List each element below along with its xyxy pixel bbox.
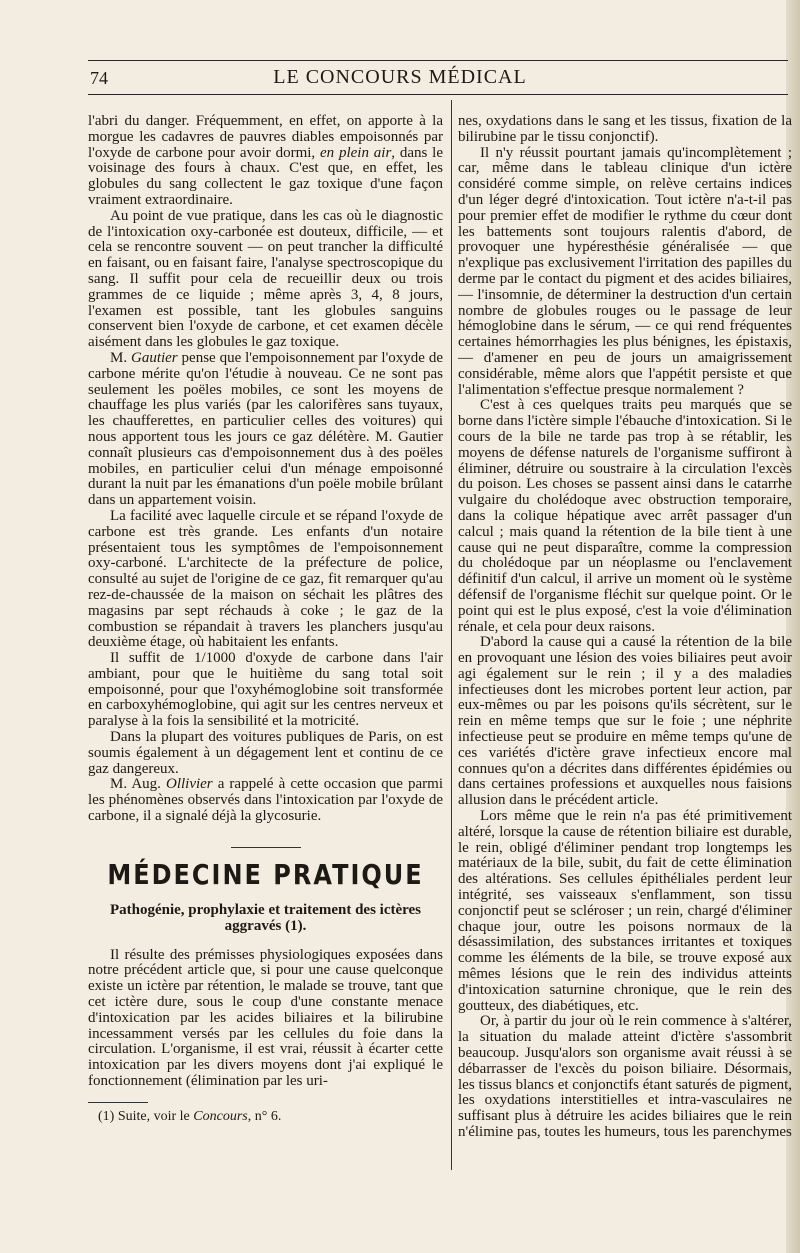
paragraph: D'abord la cause qui a causé la rétention de la bile en provoquant une lésion des voies biliaires peut avoir agi également sur le rein ; il y a des maladies infectieuses dont les microbes portent leur action, par eux-mêmes ou par les poisons qu'ils sécrètent, sur le rein en même temps que sur le foie ; une néphrite infectieuse peut se produire en même temps qu'une de ces variétés d'ictère grave infectieux encore mal connues qu'on a décrites dans différentes épidémies ou dans certaines professions et auxquelles nous faisions allusion dans le précédent article. (458, 634, 792, 809)
section-title: MÉDECINE PRATIQUE (107, 858, 424, 891)
paragraph: Dans la plupart des voitures publiques de Paris, on est soumis également à un dégagement lent et continu de ce gaz dangereux. (88, 729, 443, 777)
paragraph: M. Aug. Ollivier a rappelé à cette occasion que parmi les phénomènes observés dans l'intoxication par l'oxyde de carbone, il a signalé déjà la glycosurie. (88, 776, 443, 825)
paragraph: Au point de vue pratique, dans les cas où le diagnostic de l'intoxication oxy-carbonée est douteux, difficile, — et cela se rencontre souvent — on peut trancher la difficulté en faisant, ou en faisant faire, l'analyse spectroscopique du sang. Il suffit pour cela de recueillir deux ou trois grammes de ce liquide ; même après 3, 4, 8 jours, l'examen est possible, tant les globules sanguins conservent bien l'oxyde de carbone, et cet examen décèle aisément dans les globules le gaz toxique. (88, 207, 443, 351)
left-column (88, 114, 443, 1125)
footnote: (1) Suite, voir le Concours, n° 6. (98, 1108, 282, 1124)
paragraph: Il résulte des prémisses physiologiques exposées dans notre précédent article que, si pour une cause quelconque existe un ictère par rétention, le malade se trouve, tant que cet ictère dure, sous le coup d'une constante menace d'intoxication par les acides biliaires et la bilirubine incessamment versés par les cellules du foie dans la circulation. L'organisme, il est vrai, réussit à écarter cette intoxication par les divers moyens dont j'ai expliqué le fonctionnement (élimination par les uri- (88, 946, 443, 1090)
paragraph: M. Gautier pense que l'empoisonnement par l'oxyde de carbone mérite qu'on l'étudie à nouveau. Ce ne sont pas seulement les poëles mobiles, ce sont les moyens de chauffage les plus variés (par les calorifères sans tuyaux, les chaufferettes, en particulier celles des voitures) qui nous apportent tous les jours ce gaz délétère. M. Gautier connaît plusieurs cas d'empoisonnement dus à des poëles mobiles, en particulier celui d'un ménage empoisonné durant la nuit par les émanations d'un poële mobile brûlant dans un appartement voisin. (88, 349, 443, 509)
running-title: LE CONCOURS MÉDICAL (273, 66, 527, 88)
page-number: 74 (90, 68, 108, 88)
column-divider (451, 100, 452, 1170)
article-subtitle: Pathogénie, prophylaxie et traitement des ictères aggravés (1). (109, 901, 422, 934)
paragraph: nes, oxydations dans le sang et les tissus, fixation de la bilirubine par le tissu conjonctif). (458, 113, 792, 145)
paragraph: Il n'y réussit pourtant jamais qu'incomplètement ; car, même dans le tableau clinique d'un ictère considéré comme simple, on relève certains indices d'un léger degré d'intoxication. Tout ictère n'a-t-il pas pour premier effet de modifier le rythme du cœur dont les battements sont toujours ralentis d'abord, de provoquer une hypéresthésie généralisée — que n'explique pas exclusivement l'irritation des papilles du derme par le contact du pigment et des acides biliaires, — l'insomnie, de déterminer la destruction d'un certain nombre de globules rouges ou le passage de leur hémoglobine dans le sérum, — ce qui rend fréquentes certaines hémorrhagies les plus bénignes, les épistaxis, — d'amener en peu de jours un amaigrissement considérable, même alors que l'appétit persiste et que l'alimentation s'effectue presque normalement ? (458, 144, 792, 398)
paragraph: C'est à ces quelques traits peu marqués que se borne dans l'ictère simple l'ébauche d'intoxication. Si le cours de la bile ne tarde pas trop à se rétablir, les moyens de défense naturels de l'organisme suffiront à éliminer, détruire ou soustraire à la circulation l'excès du poison. Les choses se passent ainsi dans le catarrhe vulgaire du cholédoque avec obstruction temporaire, dans la colique hépatique avec arrêt passager d'un calcul ; mais quand la rétention de la bile tient à une cause qui ne peut disparaître, comme la compression du cholédoque par un néoplasme ou l'enclavement définitif d'un calcul, il arrive un moment où le système défensif de l'organisme fléchit sur quelque point. Or le point qui est le plus exposé, c'est la voie d'élimination rénale, et cela pour deux raisons. (458, 397, 792, 635)
paragraph: l'abri du danger. Fréquemment, en effet, on apporte à la morgue les cadavres de pauvres diables empoisonnés par l'oxyde de carbone pour avoir dormi, en plein air, dans le voisinage des fours à chaux. C'est que, en effet, les globules du sang collectent le gaz toxique d'une façon vraiment extraordinaire. (88, 113, 443, 208)
top-rule (88, 60, 788, 61)
paragraph: Lors même que le rein n'a pas été primitivement altéré, lorsque la cause de rétention biliaire est durable, le rein, obligé d'éliminer pendant trop longtemps les matériaux de la bile, subit, du fait de cette élimination des altérations. Ses cellules épithéliales perdent leur intégrité, ses vaisseaux s'enflamment, son tissu conjonctif peut se scléroser ; un rein, chargé d'éliminer chaque jour, outre les poisons normaux de la désassimilation, des substances irritantes et toxiques comme les éléments de la bile, se trouve exposé aux mêmes lésions que le rein des individus atteints d'intoxication saturnine chronique, que le rein des goutteux, des diabétiques, etc. (458, 808, 792, 1014)
right-column (458, 114, 792, 1141)
section-separator (231, 847, 301, 848)
header-rule (88, 94, 788, 95)
paragraph: Or, à partir du jour où le rein commence à s'altérer, la situation du malade atteint d'ictère s'assombrit beaucoup. Jusqu'alors son organisme avait réussi à se débarrasser de l'excès du poison biliaire. Désormais, les tissus blancs et conjonctifs étant saturés de pigment, les oxydations interstitielles et intra-vasculaires ne suffisant plus à détruire les acides biliaires que le rein n'élimine pas, toutes les humeurs, tous les parenchymes (458, 1013, 792, 1140)
paragraph: La facilité avec laquelle circule et se répand l'oxyde de carbone est très grande. Les enfants d'un notaire présentaient tous les symptômes de l'empoisonnement oxy-carboné. L'architecte de la préfecture de police, consulté au sujet de l'origine de ce gaz, fit remarquer qu'au rez-de-chaussée de la maison on séchait les plâtres des magasins par sept réchauds à coke ; le gaz de la combustion se répandait à travers les planchers jusqu'au deuxième étage, où habitaient les enfants. (88, 507, 443, 651)
footnote-rule (88, 1102, 148, 1103)
paragraph: Il suffit de 1/1000 d'oxyde de carbone dans l'air ambiant, pour que le huitième du sang total soit empoisonné, pour que l'oxyhémoglobine soit transformée en carboxyhémoglobine, qui agit sur les centres nerveux et paralyse à la fois la sensibilité et la motricité. (88, 650, 443, 730)
